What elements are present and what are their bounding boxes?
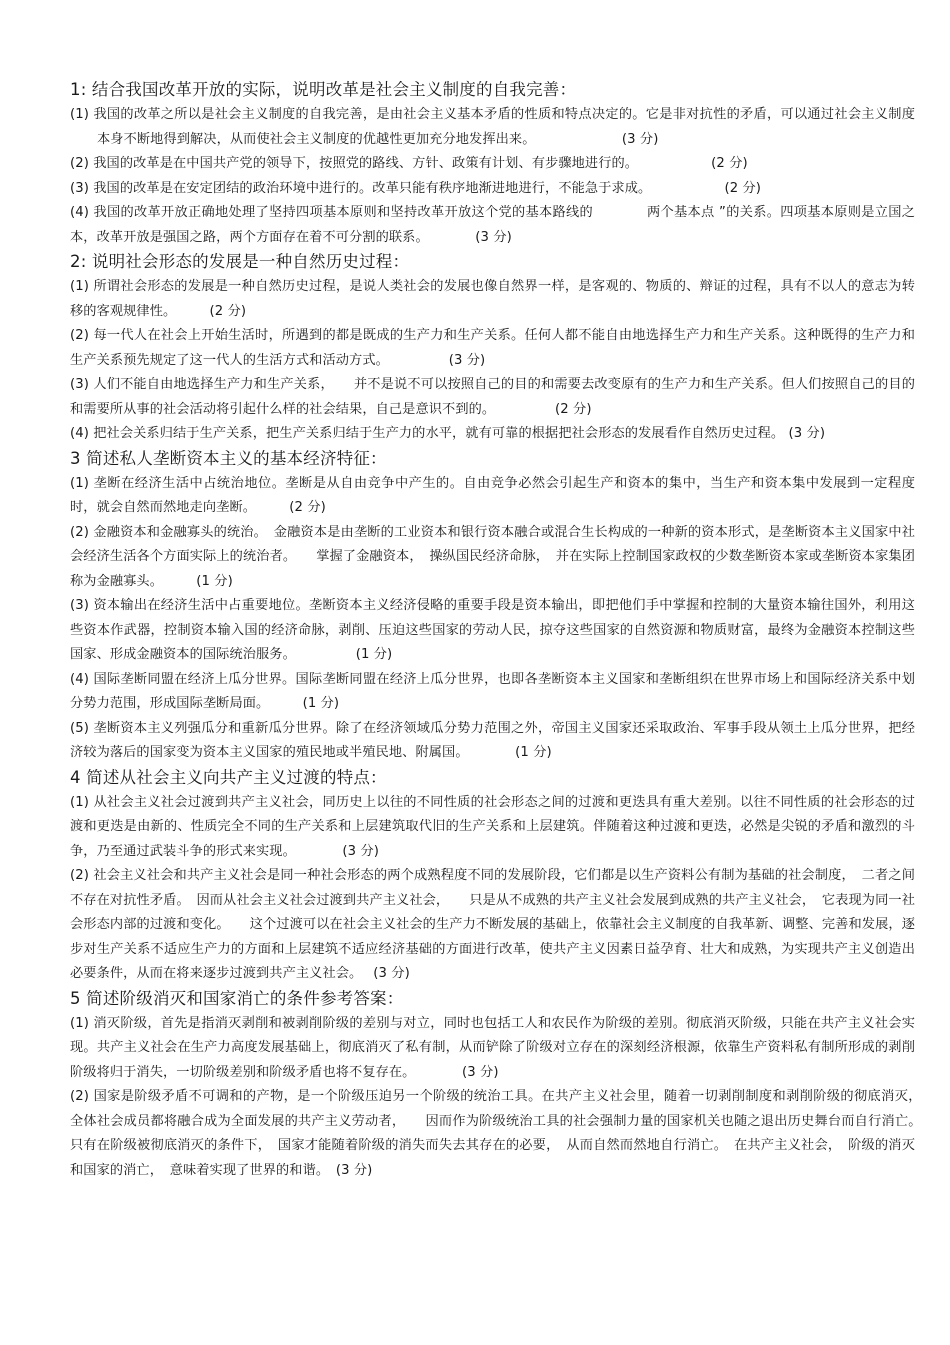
q4-point-1: (1) 从社会主义社会过渡到共产主义社会，同历史上以往的不同性质的社会形态之间的过渡和更迭具有重大差别。以往不同性质的社会形态的过渡和更迭是由新的、性质完全不同的生产关系和上层建筑取代旧的生产关系和上层建筑。伴随着这种过渡和更迭，必然是尖锐的矛盾和激烈的斗争，乃至通过武装斗争的形式来实现。 (3 分) [70, 794, 915, 859]
q2-point-4: (4) 把社会关系归结于生产关系，把生产关系归结于生产力的水平，就有可靠的根据把社会形态的发展看作自然历史过程。 (3 分) [70, 426, 826, 441]
q3-point-3: (3) 资本输出在经济生活中占重要地位。垄断资本主义经济侵略的重要手段是资本输出，即把他们手中掌握和控制的大量资本输往国外，利用这些资本作武器，控制资本输入国的经济命脉，剥削、压迫这些国家的劳动人民，掠夺这些国家的自然资源和物质财富，最终为金融资本控制这些国家、形成金融资本的国际统治服务。 (1 分) [70, 598, 915, 662]
q3-point-5: (5) 垄断资本主义列强瓜分和重新瓜分世界。除了在经济领域瓜分势力范围之外，帝国主义国家还采取政治、军事手段从领土上瓜分世界，把经济较为落后的国家变为资本主义国家的殖民地或半殖民地、附属国。 (1 分) [70, 720, 915, 760]
q3-point-1: (1) 垄断在经济生活中占统治地位。垄断是从自由竞争中产生的。自由竞争必然会引起生产和资本的集中，当生产和资本集中发展到一定程度时，就会自然而然地走向垄断。 (2 分) [70, 475, 915, 515]
q2-point-2: (2) 每一代人在社会上开始生活时，所遇到的都是既成的生产力和生产关系。任何人都不能自由地选择生产力和生产关系。这种既得的生产力和生产关系预先规定了这一代人的生活方式和活动方式。 (3 分) [70, 328, 915, 368]
question-4-title: 4 简述从社会主义向共产主义过渡的特点： [70, 767, 387, 787]
document-page [70, 78, 942, 1183]
question-1-title: 1: 结合我国改革开放的实际，说明改革是社会主义制度的自我完善： [70, 80, 577, 99]
q5-point-1: (1) 消灭阶级，首先是指消灭剥削和被剥削阶级的差别与对立，同时也包括工人和农民作为阶级的差别。彻底消灭阶级，只能在共产主义社会实现。共产主义社会在生产力高度发展基础上，彻底消灭了私有制，从而铲除了阶级对立存在的深刻经济根源，依靠生产资料私有制所形成的剥削阶级将归于消失，一切阶级差别和阶级矛盾也将不复存在。 (3 分) [70, 1015, 915, 1080]
question-3-title: 3 简述私人垄断资本主义的基本经济特征： [70, 448, 387, 468]
question-2-title: 2: 说明社会形态的发展是一种自然历史过程： [70, 252, 410, 271]
q1-point-1: (1) 我国的改革之所以是社会主义制度的自我完善，是由社会主义基本矛盾的性质和特点决定的。它是非对抗性的矛盾，可以通过社会主义制度本身不断地得到解决，从而使社会主义制度的优越性更加充分地发挥出来。 (3 分) [70, 107, 915, 147]
q1-point-4: (4) 我国的改革开放正确地处理了坚持四项基本原则和坚持改革开放这个党的基本路线的 两个基本点 ”的关系。四项基本原则是立国之本，改革开放是强国之路，两个方面存在着不可分割的联系。 (3 分) [70, 205, 915, 245]
q3-point-4: (4) 国际垄断同盟在经济上瓜分世界。国际垄断同盟在经济上瓜分世界，也即各垄断资本主义国家和垄断组织在世界市场上和国际经济关系中划分势力范围，形成国际垄断局面。 (1 分) [70, 671, 915, 711]
q1-point-3: (3) 我国的改革是在安定团结的政治环境中进行的。改革只能有秩序地渐进地进行，不能急于求成。 (2 分) [70, 180, 762, 196]
q4-point-2: (2) 社会主义社会和共产主义社会是同一种社会形态的两个成熟程度不同的发展阶段，它们都是以生产资料公有制为基础的社会制度， 二者之间不存在对抗性矛盾。 因而从社会主义社会过渡到共产主义社会， 只是从不成熟的共产主义社会发展到成熟的共产主义社会， 它表现为同一社会形态内部的过渡和变化。 这个过渡可以在社会主义社会的生产力不断发展的基础上，依靠社会主义制度的自我革新、调整、完善和发展，逐步对生产关系不适应生产力的方面和上层建筑不适应经济基础的方面进行改革，使共产主义因素日益孕育、壮大和成熟，为实现共产主义创造出必要条件，从而在将来逐步过渡到共产主义社会。 (3 分) [70, 868, 915, 981]
question-5-title: 5 简述阶级消灭和国家消亡的条件参考答案： [70, 988, 404, 1008]
q2-point-1: (1) 所谓社会形态的发展是一种自然历史过程，是说人类社会的发展也像自然界一样，是客观的、物质的、辩证的过程，具有不以人的意志为转移的客观规律性。 (2 分) [70, 279, 915, 319]
q2-point-3: (3) 人们不能自由地选择生产力和生产关系， 并不是说不可以按照自己的目的和需要去改变原有的生产力和生产关系。但人们按照自己的目的和需要所从事的社会活动将引起什么样的社会结果，自己是意识不到的。 (2 分) [70, 377, 915, 417]
q1-point-2: (2) 我国的改革是在中国共产党的领导下，按照党的路线、方针、政策有计划、有步骤地进行的。 (2 分) [70, 156, 748, 171]
q3-point-2: (2) 金融资本和金融寡头的统治。 金融资本是由垄断的工业资本和银行资本融合或混合生长构成的一种新的资本形式，是垄断资本主义国家中社会经济生活各个方面实际上的统治者。 掌握了金融资本， 操纵国民经济命脉， 并在实际上控制国家政权的少数垄断资本家或垄断资本家集团称为金融寡头。 (1 分) [70, 524, 915, 589]
q5-point-2: (2) 国家是阶级矛盾不可调和的产物，是一个阶级压迫另一个阶级的统治工具。在共产主义社会里，随着一切剥削制度和剥削阶级的彻底消灭， 全体社会成员都将融合成为全面发展的共产主义劳动者， 因而作为阶级统治工具的社会强制力量的国家机关也随之退出历史舞台而自行消亡。 只有在阶级被彻底消灭的条件下， 国家才能随着阶级的消失而失去其存在的必要， 从而自然而然地自行消亡。 在共产主义社会， 阶级的消灭和国家的消亡， 意味着实现了世界的和谐。 (3 分) [70, 1089, 942, 1178]
